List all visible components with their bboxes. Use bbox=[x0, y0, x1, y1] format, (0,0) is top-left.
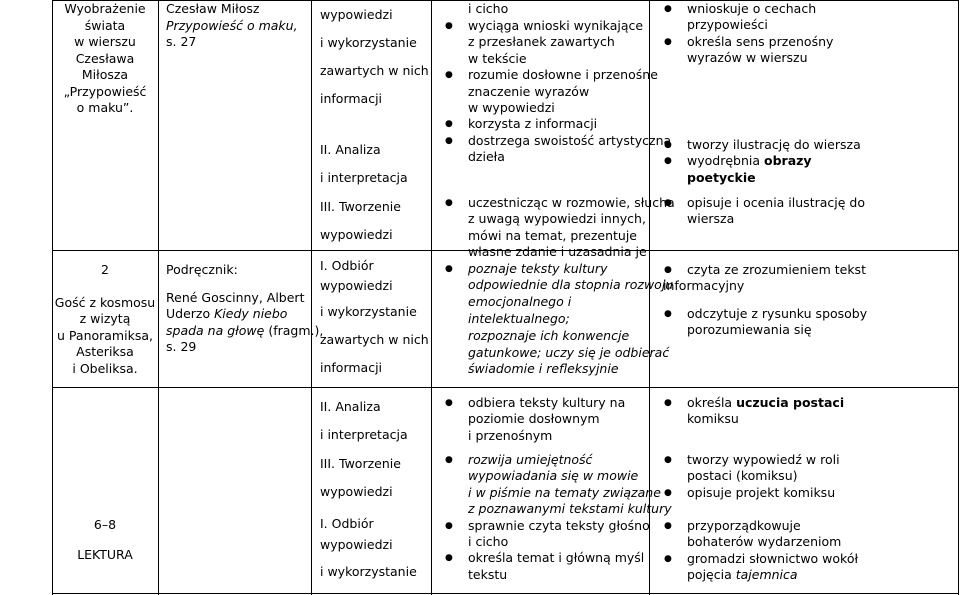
topic-cell-2: 2 Gość z kosmosu z wizytą u Panoramiksa, Asteriksa i Obeliksa. bbox=[54, 262, 156, 376]
requirement-continuation: i cicho bbox=[468, 1, 509, 16]
lesson-range-cell: 6–8 LEKTURA bbox=[77, 517, 133, 562]
list-item: ● czyta ze zrozumieniem tekst informacyjny bbox=[663, 262, 867, 295]
list-item: ● odbiera teksty kultury na poziomie dosłownym i przenośnym bbox=[444, 395, 625, 444]
outcomes-list-6 bbox=[663, 452, 840, 501]
list-item: ● wyciąga wnioski wynikające z przesłanek zawartych w tekście bbox=[444, 18, 671, 67]
list-item: ● określa temat i główną myśl tekstu bbox=[444, 550, 672, 583]
outcomes-list-2 bbox=[663, 137, 861, 186]
list-item: ● opisuje projekt komiksu bbox=[663, 485, 840, 501]
requirements-list-4 bbox=[444, 452, 672, 583]
grid-line bbox=[431, 0, 432, 595]
list-item: ● rozumie dosłowne i przenośne znaczenie wyrazów w wypowiedzi bbox=[444, 67, 671, 116]
list-item: ● dostrzega swoistość artystyczną dzieła bbox=[444, 133, 671, 166]
list-item: ● przyporządkowuje bohaterów wydarzeniom bbox=[663, 518, 858, 551]
requirements-list-1 bbox=[444, 18, 671, 166]
outcomes-list-3 bbox=[663, 195, 865, 228]
grid-line bbox=[958, 0, 959, 595]
list-item: ● gromadzi słownictwo wokół pojęcia tajemnica bbox=[663, 551, 858, 584]
skill-area-reception-2: I. Odbiór wypowiedzi i wykorzystanie zawartych w nich informacji bbox=[320, 258, 429, 375]
material-cell-2: Podręcznik: René Goscinny, Albert Uderzo Kiedy niebo spada na głowę (fragm.), s. 29 bbox=[166, 262, 324, 354]
outcomes-list-4 bbox=[663, 262, 867, 339]
list-item: ● poznaje teksty kultury odpowiednie dla stopnia rozwoju emocjonalnego i intelektualnego; rozpoznaje ich konwencje gatunkowe; uczy się je odbierać świadomie i refleksyjnie bbox=[444, 261, 675, 379]
skill-area-analysis-2: II. Analiza i interpretacja bbox=[320, 399, 408, 442]
list-item: ● rozwija umiejętność wypowiadania się w mowie i w piśmie na tematy związane z poznawanymi tekstami kultury bbox=[444, 452, 672, 518]
requirements-list-3 bbox=[444, 395, 625, 444]
topic-cell-1: Wyobrażenie świata w wierszu Czesława Miłosza „Przypowieść o maku”. bbox=[63, 1, 147, 115]
list-item: ● odczytuje z rysunku sposoby porozumiewania się bbox=[663, 306, 867, 339]
grid-line bbox=[52, 593, 959, 594]
list-item: ● opisuje i ocenia ilustrację do wiersza bbox=[663, 195, 865, 228]
outcomes-list-5 bbox=[663, 395, 844, 428]
grid-line bbox=[158, 0, 159, 595]
skill-area-creation-2: III. Tworzenie wypowiedzi bbox=[320, 456, 401, 499]
requirements-list-2 bbox=[444, 195, 675, 378]
list-item: ● określa sens przenośny wyrazów w wierszu bbox=[663, 34, 833, 67]
list-item: ● wyodrębnia obrazy poetyckie bbox=[663, 153, 861, 186]
list-item: ● korzysta z informacji bbox=[444, 116, 671, 132]
list-item: ● uczestnicząc w rozmowie, słucha z uwagą wypowiedzi innych, mówi na temat, prezentuje własne zdanie i uzasadnia je bbox=[444, 195, 675, 261]
list-item: ● tworzy ilustrację do wiersza bbox=[663, 137, 861, 153]
skill-area-reception-3: I. Odbiór wypowiedzi i wykorzystanie bbox=[320, 516, 417, 579]
list-item: ● wnioskuje o cechach przypowieści bbox=[663, 1, 833, 34]
material-cell-1: Czesław Miłosz Przypowieść o maku, s. 27 bbox=[166, 1, 298, 49]
outcomes-list-7 bbox=[663, 518, 858, 584]
skill-area-reception-1: wypowiedzi i wykorzystanie zawartych w nich informacji bbox=[320, 7, 429, 106]
skill-area-creation-1: III. Tworzenie wypowiedzi bbox=[320, 199, 401, 242]
outcomes-list-1 bbox=[663, 1, 833, 67]
list-item: ● określa uczucia postaci komiksu bbox=[663, 395, 844, 428]
row-divider bbox=[52, 387, 959, 388]
list-item: ● tworzy wypowiedź w roli postaci (komiksu) bbox=[663, 452, 840, 485]
skill-area-analysis-1: II. Analiza i interpretacja bbox=[320, 142, 408, 185]
list-item: ● sprawnie czyta teksty głośno i cicho bbox=[444, 518, 672, 551]
